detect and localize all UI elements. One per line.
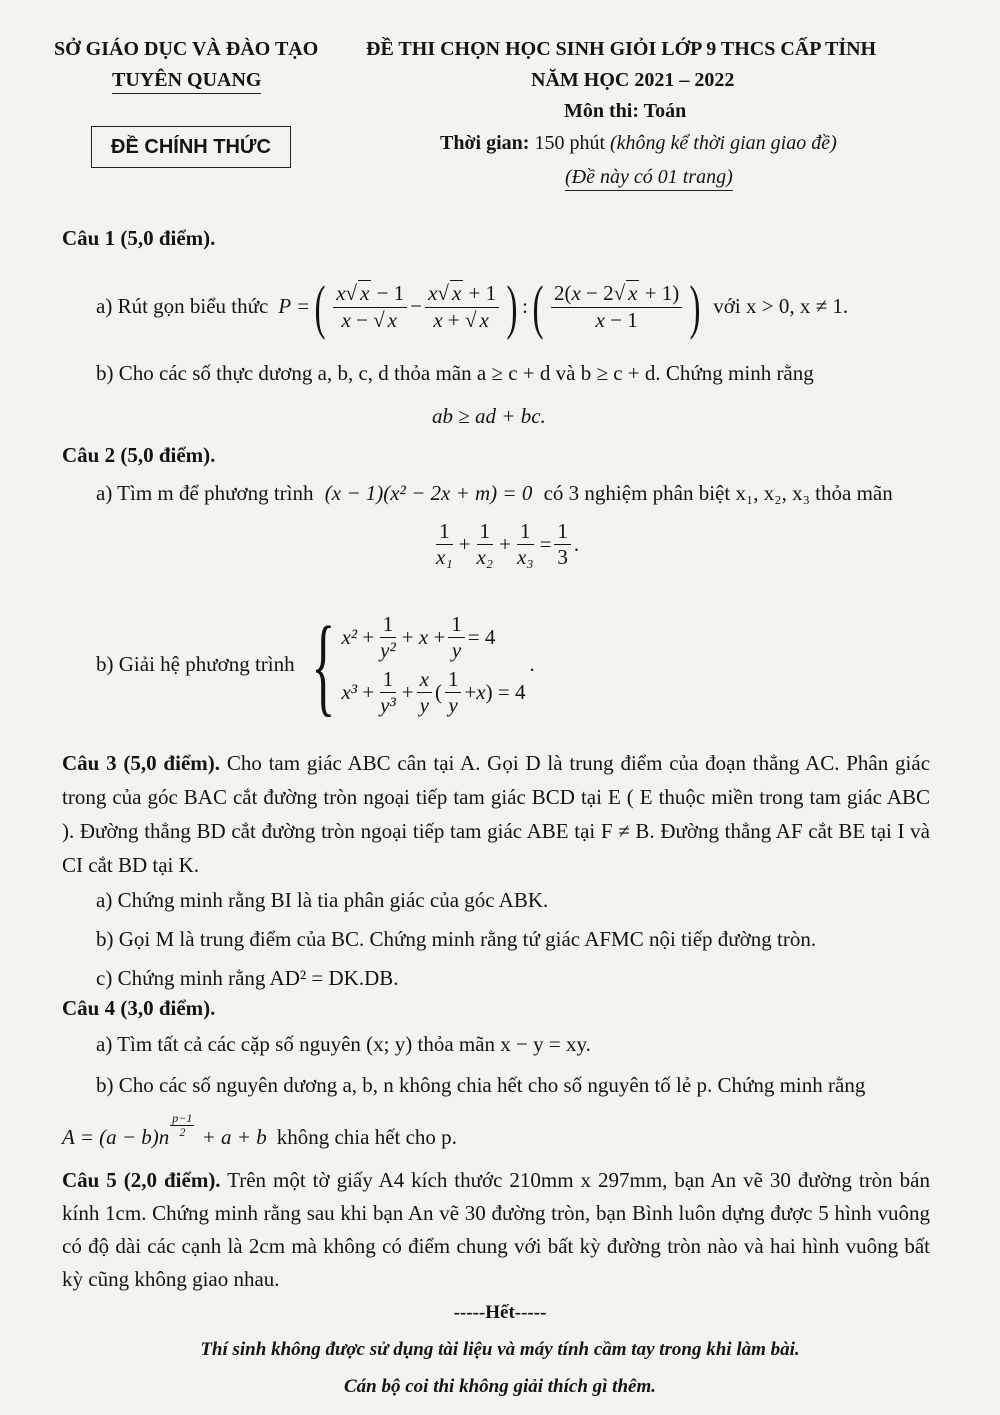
question-4a: a) Tìm tất cả các cặp số nguyên (x; y) thỏa mãn x − y = xy. <box>96 1032 591 1056</box>
footer-note-2: Cán bộ coi thi không giải thích gì thêm. <box>344 1376 656 1397</box>
exam-time: Thời gian: 150 phút (không kể thời gian giao đề) <box>440 132 837 154</box>
question-2b-label: b) Giải hệ phương trình <box>96 652 295 677</box>
question-3c: c) Chứng minh rằng AD² = DK.DB. <box>96 966 399 990</box>
question-1a-condition: với x > 0, x ≠ 1. <box>713 294 849 319</box>
question-1a-label: a) Rút gọn biểu thức <box>96 294 269 319</box>
footer-note-1: Thí sinh không được sử dụng tài liệu và máy tính cầm tay trong khi làm bài. <box>200 1339 800 1360</box>
question-2-title: Câu 2 (5,0 điểm). <box>62 443 216 467</box>
system-of-equations <box>341 613 525 717</box>
question-2a: a) Tìm m để phương trình (x − 1)(x² − 2x + m) = 0 có 3 nghiệm phân biệt x₁, x₂, x₃ thỏa mãn <box>96 481 893 505</box>
question-1b-formula: ab ≥ ad + bc. <box>432 404 546 428</box>
equation-1: x² + $\frac{1}{\text{y²}}$ + x + $\frac{1}{y}$ = 4 <box>341 611 496 662</box>
province-name: TUYÊN QUANG <box>112 67 261 93</box>
exam-title: ĐỀ THI CHỌN HỌC SINH GIỎI LỚP 9 THCS CẤP TỈNH <box>366 38 877 60</box>
question-5-title: Câu 5 (2,0 điểm). <box>62 1168 221 1192</box>
fraction-2: $\frac{x√ x + 1}{x + √ x}$ <box>425 282 499 331</box>
official-exam-box: ĐỀ CHÍNH THỨC <box>91 126 291 168</box>
question-4b-formula: A = (a − b)n p−1 2 + a + b không chia hết cho p. <box>62 1111 457 1150</box>
question-5: Câu 5 (2,0 điểm). Trên một tờ giấy A4 kích thước 210mm x 297mm, bạn An vẽ 30 đường tròn bán kính 1cm. Chứng minh rằng sau khi bạn An vẽ 30 đường tròn, bạn Bình luôn dựng được 5 hình vuông có độ dài các cạnh là 2cm mà không có điểm chung với bất kỳ đường tròn nào và hai hình vuông bất kỳ cũng không giao nhau. <box>62 1168 931 1291</box>
department-name: SỞ GIÁO DỤC VÀ ĐÀO TẠO <box>54 38 319 60</box>
question-1a: a) Rút gọn biểu thức P = ( $\frac{x√ x - 1}{x - √ x}$ − $\frac{x√ x + 1}{x + √ x}$ ) : ( $\frac{2(x - 2√ x + 1)}{x - 1}$ ) với x > 0, x ≠ 1. <box>96 274 849 340</box>
question-3-intro: Câu 3 (5,0 điểm). Cho tam giác ABC cân tại A. Gọi D là trung điểm của đoạn thẳng AC. Phân giác trong của góc BAC cắt đường tròn ngoại tiếp tam giác BCD tại E ( E thuộc miền trong tam giác ABC ). Đường thẳng BD cắt đường tròn ngoại tiếp tam giác ABE tại F ≠ B. Đường thẳng AF cắt BE tại I và CI cắt BD tại K. <box>62 751 931 877</box>
question-3b: b) Gọi M là trung điểm của BC. Chứng minh rằng tứ giác AFMC nội tiếp đường tròn. <box>96 927 817 951</box>
end-marker: -----Hết----- <box>453 1302 547 1323</box>
equation-2: x³ + $\frac{1}{\text{y³}}$ + $\frac{x}{y}$ ( $\frac{1}{y}$ + x ) = 4 <box>341 667 526 718</box>
question-2b: b) Giải hệ phương trình { x² + $\frac{1}{\text{y²}}$ + x + $\frac{1}{y}$ = 4 x³ + $\frac{1}{\text{y³}}$ + $\frac{x}{y}$ ( $\frac{1}{y}$ + x ) = 4 . <box>96 604 535 726</box>
question-3-title: Câu 3 (5,0 điểm). <box>62 751 221 775</box>
fraction-1: $\frac{x√ x - 1}{x - √ x}$ <box>333 282 407 331</box>
question-3a: a) Chứng minh rằng BI là tia phân giác của góc ABK. <box>96 888 549 912</box>
school-year: NĂM HỌC 2021 – 2022 <box>531 69 735 91</box>
formula-P: P = <box>278 294 311 319</box>
question-4-title: Câu 4 (3,0 điểm). <box>62 996 216 1020</box>
question-2a-condition: $\frac{1}{\text{x₁}}$ + $\frac{1}{\text{x₂}}$ + $\frac{1}{\text{x₃}}$ = $\frac{1}{3}$ . <box>436 519 580 570</box>
question-1b: b) Cho các số thực dương a, b, c, d thỏa mãn a ≥ c + d và b ≥ c + d. Chứng minh rằng <box>96 361 814 385</box>
fraction-3: $\frac{2(x - 2√ x + 1)}{x - 1}$ <box>551 282 682 331</box>
question-1-title: Câu 1 (5,0 điểm). <box>62 226 216 250</box>
question-2a-equation: (x − 1)(x² − 2x + m) = 0 <box>324 481 533 505</box>
page-count-note: (Đề này có 01 trang) <box>565 164 733 190</box>
question-4b: b) Cho các số nguyên dương a, b, n không chia hết cho số nguyên tố lẻ p. Chứng minh rằng <box>96 1073 866 1097</box>
subject: Môn thi: Toán <box>564 100 687 122</box>
